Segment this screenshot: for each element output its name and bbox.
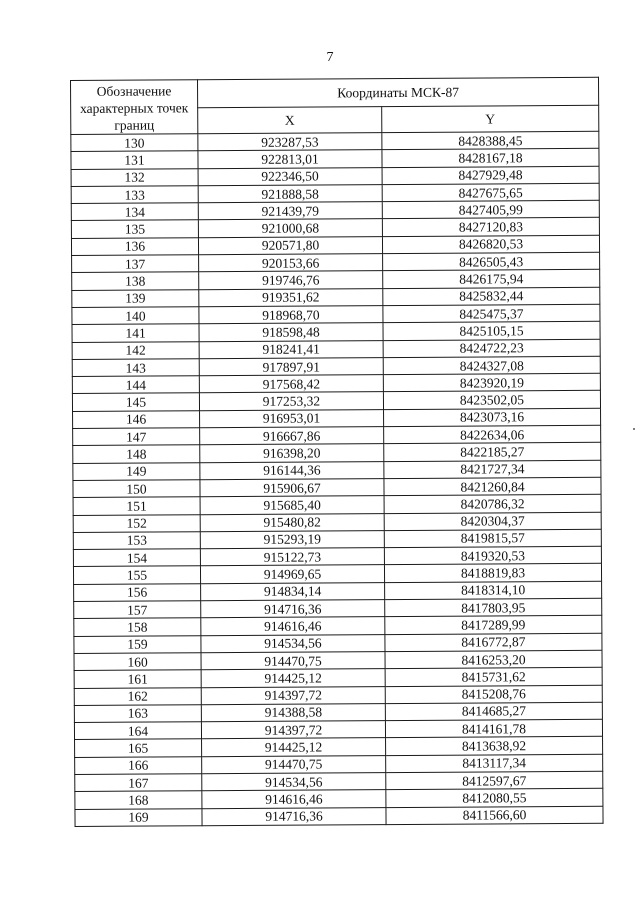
- cell-x: 915293,19: [200, 530, 384, 548]
- cell-y: 8416253,20: [385, 650, 602, 669]
- cell-x: 918968,70: [199, 306, 383, 324]
- cell-point: 163: [74, 705, 201, 723]
- cell-point: 168: [75, 791, 202, 809]
- cell-point: 133: [71, 186, 198, 204]
- cell-x: 919746,76: [199, 271, 383, 289]
- cell-point: 141: [72, 324, 199, 342]
- cell-x: 914397,72: [201, 721, 385, 739]
- cell-y: 8418314,10: [385, 581, 602, 600]
- table-row: [75, 806, 603, 827]
- cell-point: 138: [72, 272, 199, 290]
- cell-x: 920571,80: [198, 236, 382, 254]
- cell-y: 8427675,65: [382, 183, 599, 202]
- cell-y: 8424722,23: [383, 339, 600, 358]
- cell-x: 914388,58: [201, 703, 385, 721]
- cell-point: 143: [72, 359, 199, 377]
- cell-y: 8423920,19: [383, 373, 600, 392]
- cell-y: 8426175,94: [383, 270, 600, 289]
- cell-y: 8412597,67: [386, 771, 603, 790]
- cell-x: 922813,01: [198, 150, 382, 168]
- cell-x: 914425,12: [201, 669, 385, 687]
- cell-x: 918241,41: [199, 340, 383, 358]
- cell-point: 160: [74, 653, 201, 671]
- cell-y: 8417289,99: [385, 616, 602, 635]
- cell-point: 151: [73, 497, 200, 515]
- cell-x: 916398,20: [200, 444, 384, 462]
- cell-x: 914834,14: [201, 582, 385, 600]
- cell-x: 921000,68: [198, 219, 382, 237]
- cell-y: 8424327,08: [383, 356, 600, 375]
- cell-x: 914534,56: [202, 773, 386, 791]
- cell-x: 914425,12: [202, 738, 386, 756]
- cell-y: 8427405,99: [382, 200, 599, 219]
- header-x: X: [198, 107, 382, 134]
- cell-y: 8411566,60: [386, 806, 603, 825]
- cell-x: 914616,46: [201, 617, 385, 635]
- cell-point: 136: [71, 237, 198, 255]
- cell-x: 921439,79: [198, 202, 382, 220]
- cell-point: 132: [71, 168, 198, 186]
- cell-y: 8427120,83: [382, 218, 599, 237]
- scan-speck: [633, 428, 635, 430]
- cell-x: 918598,48: [199, 323, 383, 341]
- cell-point: 161: [74, 670, 201, 688]
- cell-point: 159: [74, 635, 201, 653]
- cell-x: 915906,67: [200, 479, 384, 497]
- cell-point: 140: [72, 307, 199, 325]
- cell-point: 153: [73, 532, 200, 550]
- cell-x: 914716,36: [201, 600, 385, 618]
- cell-y: 8425105,15: [383, 322, 600, 341]
- cell-y: 8417803,95: [385, 598, 602, 617]
- cell-x: 914534,56: [201, 634, 385, 652]
- cell-y: 8414685,27: [385, 702, 602, 721]
- cell-x: 922346,50: [198, 167, 382, 185]
- cell-y: 8428388,45: [382, 131, 599, 150]
- cell-point: 147: [73, 428, 200, 446]
- cell-y: 8426820,53: [382, 235, 599, 254]
- cell-point: 167: [75, 774, 202, 792]
- cell-point: 135: [71, 220, 198, 238]
- cell-y: 8423502,05: [383, 391, 600, 410]
- cell-y: 8420304,37: [384, 512, 601, 531]
- cell-y: 8428167,18: [382, 149, 599, 168]
- cell-point: 169: [75, 808, 202, 826]
- cell-x: 915480,82: [200, 513, 384, 531]
- cell-point: 152: [73, 514, 200, 532]
- cell-point: 146: [73, 410, 200, 428]
- cell-x: 916144,36: [200, 461, 384, 479]
- cell-x: 920153,66: [199, 254, 383, 272]
- cell-point: 130: [71, 134, 198, 152]
- cell-x: 914716,36: [202, 807, 386, 825]
- cell-x: 914616,46: [202, 790, 386, 808]
- coordinates-table: [70, 77, 604, 827]
- cell-point: 150: [73, 480, 200, 498]
- table-body: [71, 131, 603, 826]
- cell-point: 139: [72, 289, 199, 307]
- cell-y: 8425475,37: [383, 304, 600, 323]
- cell-y: 8413117,34: [386, 754, 603, 773]
- cell-point: 144: [72, 376, 199, 394]
- cell-y: 8422634,06: [384, 425, 601, 444]
- cell-point: 134: [71, 203, 198, 221]
- cell-x: 914470,75: [201, 651, 385, 669]
- cell-point: 137: [72, 255, 199, 273]
- header-point-designation: Обозначение характерных точек границ: [71, 80, 198, 135]
- cell-y: 8418819,83: [384, 564, 601, 583]
- cell-x: 914397,72: [201, 686, 385, 704]
- header-y: Y: [382, 105, 599, 132]
- cell-y: 8415208,76: [385, 685, 602, 704]
- cell-point: 165: [75, 739, 202, 757]
- cell-point: 162: [74, 687, 201, 705]
- cell-point: 131: [71, 151, 198, 169]
- cell-y: 8412080,55: [386, 789, 603, 808]
- cell-point: 155: [73, 566, 200, 584]
- cell-y: 8425832,44: [383, 287, 600, 306]
- cell-x: 916953,01: [200, 409, 384, 427]
- cell-x: 921888,58: [198, 184, 382, 202]
- cell-y: 8415731,62: [385, 667, 602, 686]
- cell-y: 8416772,87: [385, 633, 602, 652]
- cell-x: 916667,86: [200, 427, 384, 445]
- cell-y: 8421727,34: [384, 460, 601, 479]
- cell-x: 914969,65: [200, 565, 384, 583]
- cell-y: 8419320,53: [384, 546, 601, 565]
- cell-x: 917897,91: [199, 357, 383, 375]
- cell-y: 8422185,27: [384, 443, 601, 462]
- cell-x: 915122,73: [200, 548, 384, 566]
- cell-point: 148: [73, 445, 200, 463]
- cell-y: 8419815,57: [384, 529, 601, 548]
- cell-y: 8420786,32: [384, 494, 601, 513]
- cell-y: 8423073,16: [384, 408, 601, 427]
- cell-point: 164: [74, 722, 201, 740]
- header-coordinates-msk87: Координаты МСК-87: [198, 77, 599, 107]
- cell-y: 8427929,48: [382, 166, 599, 185]
- cell-x: 919351,62: [199, 288, 383, 306]
- cell-point: 145: [72, 393, 199, 411]
- cell-x: 917253,32: [199, 392, 383, 410]
- cell-y: 8413638,92: [386, 737, 603, 756]
- cell-point: 154: [73, 549, 200, 567]
- cell-point: 156: [74, 583, 201, 601]
- cell-point: 149: [73, 462, 200, 480]
- cell-point: 157: [74, 601, 201, 619]
- cell-y: 8426505,43: [383, 252, 600, 271]
- cell-x: 914470,75: [202, 755, 386, 773]
- cell-x: 917568,42: [199, 375, 383, 393]
- cell-point: 142: [72, 341, 199, 359]
- cell-point: 166: [75, 756, 202, 774]
- cell-point: 158: [74, 618, 201, 636]
- cell-x: 923287,53: [198, 133, 382, 151]
- page-number: 7: [326, 50, 334, 65]
- cell-y: 8414161,78: [385, 719, 602, 738]
- cell-x: 915685,40: [200, 496, 384, 514]
- cell-y: 8421260,84: [384, 477, 601, 496]
